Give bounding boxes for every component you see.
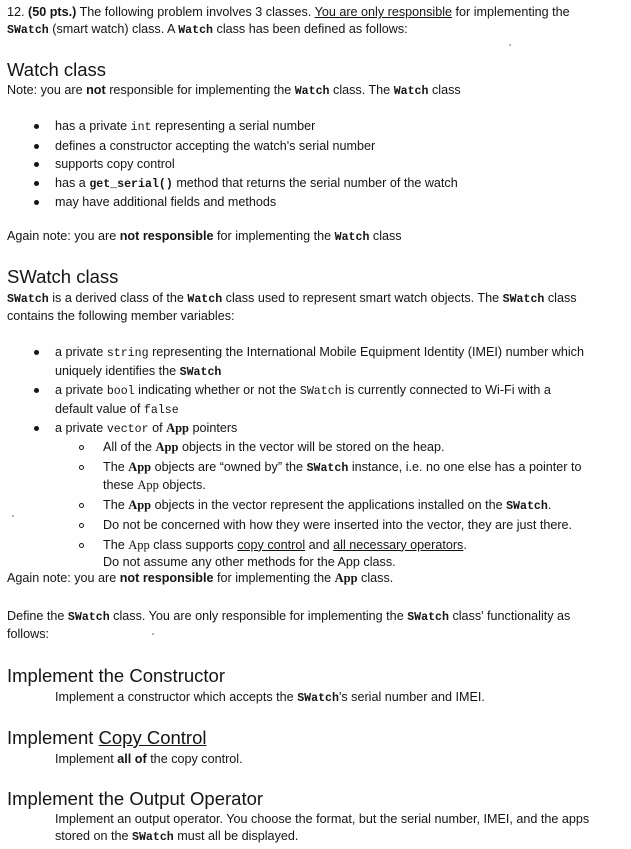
item-text: The bbox=[103, 459, 125, 474]
ctor-text: Implement a constructor which accepts the bbox=[55, 690, 294, 704]
code-app: App bbox=[128, 497, 152, 512]
intro-text: (smart watch) class. A bbox=[52, 22, 175, 36]
item-text: a private bbox=[55, 383, 104, 397]
intro-text: contains the following member variables: bbox=[7, 309, 235, 323]
bullet-icon bbox=[34, 426, 39, 431]
code-false: false bbox=[143, 403, 179, 417]
note-text: class bbox=[431, 83, 461, 97]
item-text: a private bbox=[55, 421, 104, 435]
item-text: representing the International Mobile Equipment Identity (IMEI) number which bbox=[152, 345, 584, 359]
scan-speck bbox=[12, 515, 14, 517]
item-emphasis: copy control bbox=[237, 537, 306, 552]
circle-bullet-icon bbox=[79, 465, 84, 470]
circle-bullet-icon bbox=[79, 523, 84, 528]
item-text: objects are “owned by” the bbox=[154, 459, 304, 474]
item-text: has a bbox=[55, 175, 86, 190]
code-watch: Watch bbox=[178, 24, 214, 37]
ctor-text: 's serial number and IMEI. bbox=[338, 690, 485, 704]
item-text: . bbox=[547, 497, 552, 512]
code-watch: Watch bbox=[393, 85, 429, 98]
constructor-heading: Implement the Constructor bbox=[7, 665, 225, 686]
bullet-icon bbox=[34, 124, 39, 129]
circle-bullet-icon bbox=[79, 445, 84, 450]
note-bold: not bbox=[86, 83, 106, 97]
cc-bold: all of bbox=[117, 752, 147, 766]
item-text: these bbox=[103, 478, 134, 492]
note-bold: not responsible bbox=[119, 229, 214, 243]
code-swatch: SWatch bbox=[7, 293, 49, 306]
intro-text: class has been defined as follows: bbox=[216, 22, 408, 36]
heading-text: Implement bbox=[7, 727, 94, 748]
bullet-icon bbox=[34, 350, 39, 355]
item-text: . bbox=[463, 537, 467, 552]
watch-note bbox=[7, 82, 631, 100]
list-item bbox=[55, 156, 631, 174]
note-text: class bbox=[372, 229, 402, 243]
bullet-icon bbox=[34, 200, 39, 205]
copy-control-heading bbox=[7, 727, 631, 749]
code-swatch: SWatch bbox=[297, 692, 339, 705]
circle-bullet-icon bbox=[79, 503, 84, 508]
define-instructions bbox=[7, 608, 626, 643]
item-text: default value of bbox=[55, 401, 141, 416]
code-watch: Watch bbox=[187, 293, 223, 306]
code-watch: Watch bbox=[294, 85, 330, 98]
watch-again-note bbox=[7, 228, 631, 246]
item-text: instance, i.e. no one else has a pointer to bbox=[351, 459, 582, 474]
sub-list-item bbox=[103, 439, 627, 457]
note-text: class. bbox=[361, 571, 394, 585]
intro-emphasis: You are only responsible bbox=[314, 5, 453, 19]
intro-text: The following problem involves 3 classes. bbox=[79, 5, 312, 19]
define-text: class. You are only responsible for implementing the bbox=[113, 609, 404, 623]
item-text: representing a serial number bbox=[154, 119, 316, 133]
code-app: App bbox=[128, 537, 150, 552]
swatch-class-heading: SWatch class bbox=[7, 266, 119, 287]
code-swatch: SWatch bbox=[407, 611, 449, 624]
list-item bbox=[55, 194, 631, 212]
code-app: App bbox=[166, 421, 190, 435]
copy-control-description bbox=[55, 751, 631, 768]
code-swatch: SWatch bbox=[7, 24, 49, 37]
code-bool: bool bbox=[106, 385, 135, 398]
intro-text: class used to represent smart watch objects. The bbox=[225, 291, 500, 305]
code-swatch: SWatch bbox=[306, 461, 349, 475]
question-points: (50 pts.) bbox=[28, 5, 77, 19]
swatch-bullet-list bbox=[55, 344, 627, 439]
bullet-icon bbox=[34, 162, 39, 167]
bullet-icon bbox=[34, 144, 39, 149]
item-text: All of the bbox=[103, 440, 153, 454]
bullet-icon bbox=[34, 181, 39, 186]
define-text: follows: bbox=[7, 627, 49, 641]
item-text: method that returns the serial number of the watch bbox=[176, 175, 458, 190]
item-text: supports copy control bbox=[55, 157, 175, 171]
list-item bbox=[55, 118, 631, 137]
item-text: defines a constructor accepting the watch's serial number bbox=[55, 138, 376, 153]
code-string: string bbox=[106, 347, 149, 360]
item-text: may have additional fields and methods bbox=[55, 195, 277, 209]
code-int: int bbox=[130, 121, 152, 134]
note-text: for implementing the bbox=[217, 571, 332, 585]
scan-speck bbox=[509, 44, 511, 46]
item-text: uniquely identifies the bbox=[55, 363, 177, 378]
item-text: Do not be concerned with how they were inserted into the vector, they are just there. bbox=[103, 518, 573, 532]
sub-list-item bbox=[103, 537, 627, 572]
code-swatch: SWatch bbox=[299, 385, 342, 398]
code-watch: Watch bbox=[334, 231, 370, 244]
sub-list-item bbox=[103, 497, 627, 516]
list-item bbox=[55, 382, 627, 419]
watch-class-heading: Watch class bbox=[7, 59, 107, 80]
constructor-description bbox=[55, 689, 631, 707]
bullet-icon bbox=[34, 388, 39, 393]
code-swatch: SWatch bbox=[502, 293, 545, 306]
code-app: App bbox=[155, 440, 179, 454]
item-text: a private bbox=[55, 345, 104, 359]
code-get-serial: get_serial() bbox=[89, 177, 173, 191]
code-swatch: SWatch bbox=[506, 499, 548, 513]
out-text: must all be displayed. bbox=[177, 829, 299, 843]
list-item bbox=[55, 138, 631, 156]
item-text: pointers bbox=[192, 421, 238, 435]
list-item bbox=[55, 344, 627, 381]
note-text: responsible for implementing the bbox=[109, 83, 292, 97]
cc-text: the copy control. bbox=[150, 752, 243, 766]
cc-text: Implement bbox=[55, 752, 114, 766]
code-swatch: SWatch bbox=[67, 611, 110, 624]
code-app: App bbox=[334, 571, 358, 585]
item-text: objects in the vector represent the applications installed on the bbox=[154, 497, 503, 512]
heading-emphasis: Copy Control bbox=[98, 727, 207, 748]
item-text: and bbox=[308, 537, 330, 552]
scan-speck bbox=[152, 633, 154, 635]
item-text: The bbox=[103, 497, 125, 512]
swatch-again-note bbox=[7, 570, 631, 587]
code-swatch: SWatch bbox=[132, 831, 174, 844]
sub-list-item bbox=[103, 459, 627, 495]
define-text: Define the bbox=[7, 609, 65, 623]
code-app: App bbox=[128, 459, 152, 474]
item-text: of bbox=[152, 421, 163, 435]
note-text: Note: you are bbox=[7, 83, 83, 97]
vector-sub-list bbox=[103, 439, 627, 572]
item-text: Do not assume any other methods for the App class. bbox=[103, 555, 396, 569]
out-text: stored on the bbox=[55, 829, 129, 843]
note-text: Again note: you are bbox=[7, 571, 117, 585]
question-number: 12. bbox=[7, 5, 25, 19]
item-text: objects in the vector will be stored on the heap. bbox=[181, 440, 445, 454]
swatch-intro bbox=[7, 290, 627, 325]
intro-text: is a derived class of the bbox=[52, 291, 184, 305]
note-text: Again note: you are bbox=[7, 229, 117, 243]
list-item bbox=[55, 175, 631, 194]
item-text: objects. bbox=[162, 478, 206, 492]
output-operator-description bbox=[55, 811, 627, 846]
item-text: is currently connected to Wi-Fi with a bbox=[345, 383, 551, 397]
question-intro bbox=[7, 4, 631, 39]
intro-text: class bbox=[547, 291, 577, 305]
code-vector: vector bbox=[106, 423, 149, 436]
circle-bullet-icon bbox=[79, 543, 84, 548]
note-bold: not responsible bbox=[119, 571, 214, 585]
note-text: for implementing the bbox=[217, 229, 332, 243]
out-text: Implement an output operator. You choose the format, but the serial number, IMEI, and the apps bbox=[55, 812, 590, 826]
output-operator-heading: Implement the Output Operator bbox=[7, 788, 264, 809]
item-text: class supports bbox=[153, 537, 234, 552]
item-text: The bbox=[103, 537, 125, 552]
item-emphasis: all necessary operators bbox=[333, 537, 464, 552]
code-swatch: SWatch bbox=[179, 365, 222, 379]
define-text: class' functionality as bbox=[452, 609, 571, 623]
item-text: indicating whether or not the bbox=[138, 383, 297, 397]
sub-list-item bbox=[103, 517, 627, 535]
list-item bbox=[55, 420, 627, 439]
watch-bullet-list bbox=[55, 118, 631, 212]
note-text: class. The bbox=[333, 83, 391, 97]
code-app: App bbox=[137, 478, 159, 492]
intro-text: for implementing the bbox=[455, 5, 570, 19]
item-text: has a private bbox=[55, 119, 128, 133]
